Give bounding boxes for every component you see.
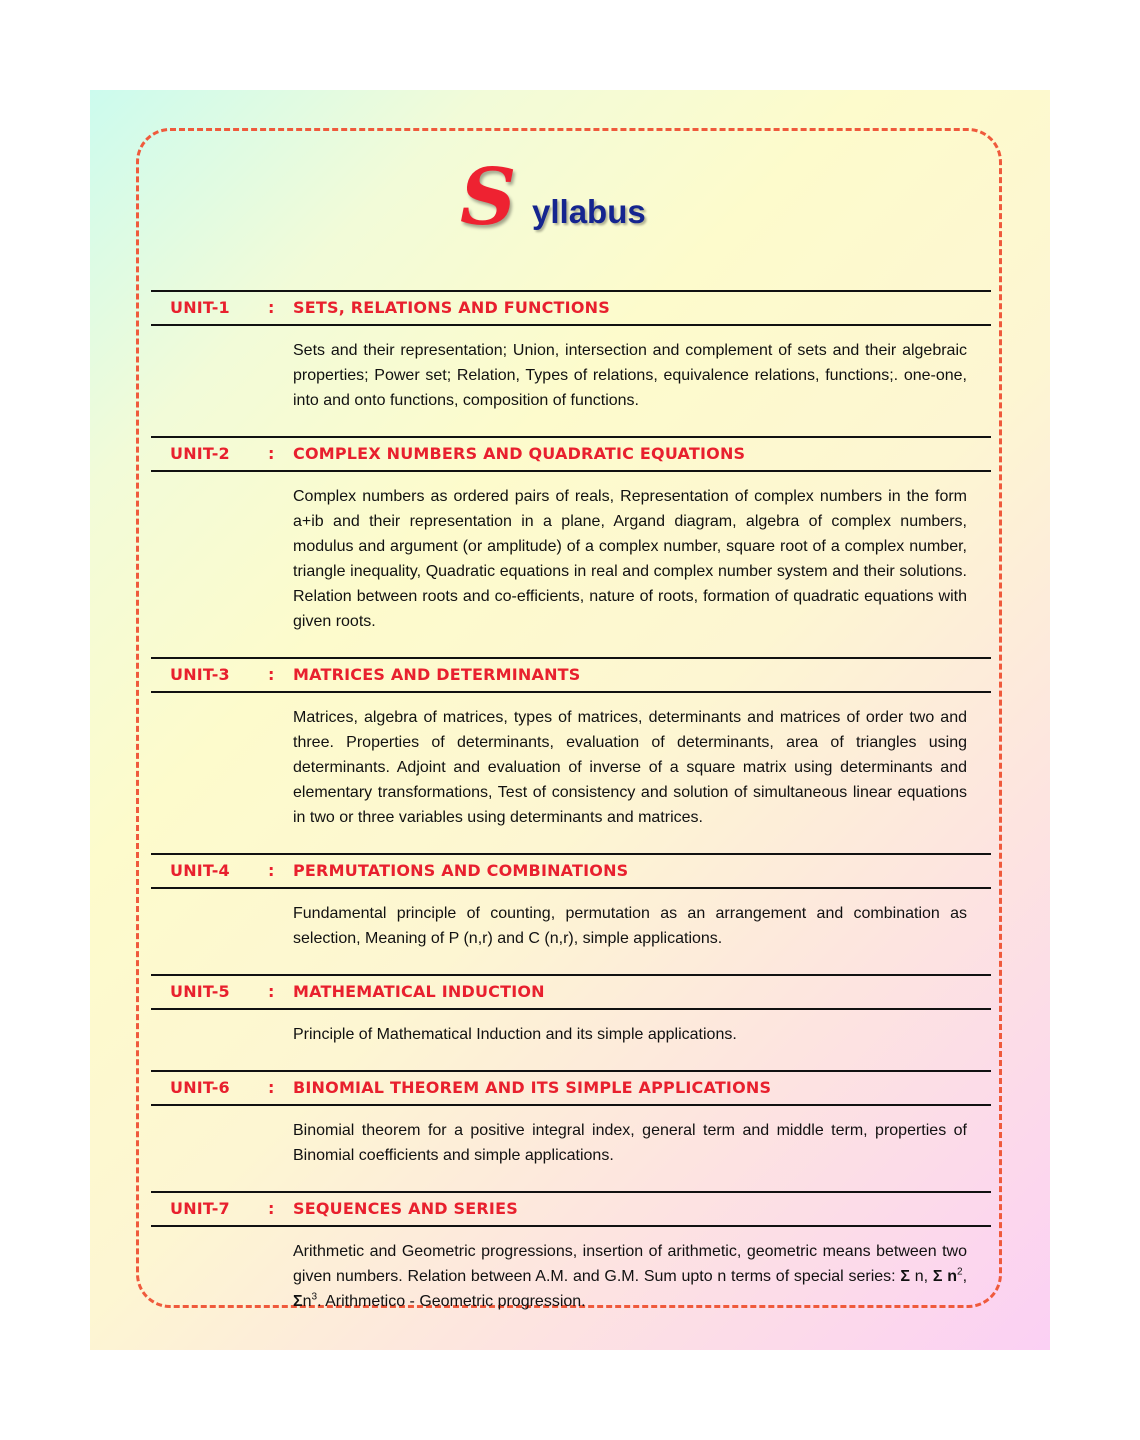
unit-label: UNIT-1 [170,298,230,317]
unit-2-description: Complex numbers as ordered pairs of reals, Representation of complex numbers in the form a+ib and their representation in a plane, Argand diagram, algebra of complex numbers, modulus and argument (or amplitude) of a complex number, square root of a complex number, triangle inequality, Quadratic equations in real and complex number system and their solutions. Relation between roots and co-efficients, nature of roots, formation of quadratic equations with given roots. [293,488,967,630]
unit-title: MATRICES AND DETERMINANTS [293,665,581,684]
unit-separator: : [268,298,275,317]
unit-separator: : [268,1199,275,1218]
sigma-symbol: Σ [293,1293,303,1310]
unit-7-description [293,1227,967,1314]
unit-label: UNIT-5 [170,982,230,1001]
unit-1-description: Sets and their representation; Union, intersection and complement of sets and their algebraic properties; Power set; Relation, Types of relations, equivalence relations, functions;. one-one, into and onto functions, composition of functions. [293,342,967,409]
unit-title: COMPLEX NUMBERS AND QUADRATIC EQUATIONS [293,444,746,463]
syllabus-logo [460,152,700,245]
body-text: . Arithmetico - Geometric progression. [317,1293,586,1310]
unit-title: PERMUTATIONS AND COMBINATIONS [293,861,629,880]
body-text: , [962,1268,968,1285]
unit-label: UNIT-7 [170,1199,230,1218]
unit-separator: : [268,665,275,684]
sigma-symbol: Σ [900,1268,910,1285]
unit-label: UNIT-3 [170,665,230,684]
unit-1-header [151,290,991,326]
superscript: 2 [957,1266,963,1278]
superscript: 3 [311,1291,318,1303]
body-text: n, [909,1268,933,1285]
unit-title: SEQUENCES AND SERIES [293,1199,518,1218]
unit-label: UNIT-4 [170,861,230,880]
unit-title: MATHEMATICAL INDUCTION [293,982,545,1001]
unit-6-header [151,1070,991,1106]
unit-title: SETS, RELATIONS AND FUNCTIONS [293,298,610,317]
sigma-symbol: Σ n [932,1268,957,1285]
unit-2-header [151,436,991,472]
logo-text: yllabus [532,193,646,230]
unit-6-description: Binomial theorem for a positive integral index, general term and middle term, properties of Binomial coefficients and simple applications. [293,1122,967,1164]
unit-3-description: Matrices, algebra of matrices, types of matrices, determinants and matrices of order two and three. Properties of determinants, evaluation of determinants, area of triangles using determinants. Adjoint and evaluation of inverse of a square matrix using determinants and elementary transformations, Test of consistency and solution of simultaneous linear equations in two or three variables using determinants and matrices. [293,709,967,826]
unit-label: UNIT-6 [170,1078,230,1097]
unit-separator: : [268,444,275,463]
body-text: n [302,1293,312,1310]
unit-4-header [151,853,991,889]
unit-4-description: Fundamental principle of counting, permutation as an arrangement and combination as selection, Meaning of P (n,r) and C (n,r), simple applications. [293,905,967,947]
unit-label: UNIT-2 [170,444,230,463]
body-text: Arithmetic and Geometric progressions, insertion of arithmetic, geometric means between two given numbers. Relation between A.M. and G.M. Sum upto n terms of special series: [293,1243,967,1285]
unit-title: BINOMIAL THEOREM AND ITS SIMPLE APPLICATIONS [293,1078,772,1097]
unit-7-header [151,1191,991,1227]
unit-5-description: Principle of Mathematical Induction and its simple applications. [293,1026,737,1043]
units-list [151,290,991,1314]
logo-initial: S [460,152,517,243]
unit-separator: : [268,982,275,1001]
unit-separator: : [268,861,275,880]
unit-3-header [151,657,991,693]
unit-5-header [151,974,991,1010]
unit-separator: : [268,1078,275,1097]
